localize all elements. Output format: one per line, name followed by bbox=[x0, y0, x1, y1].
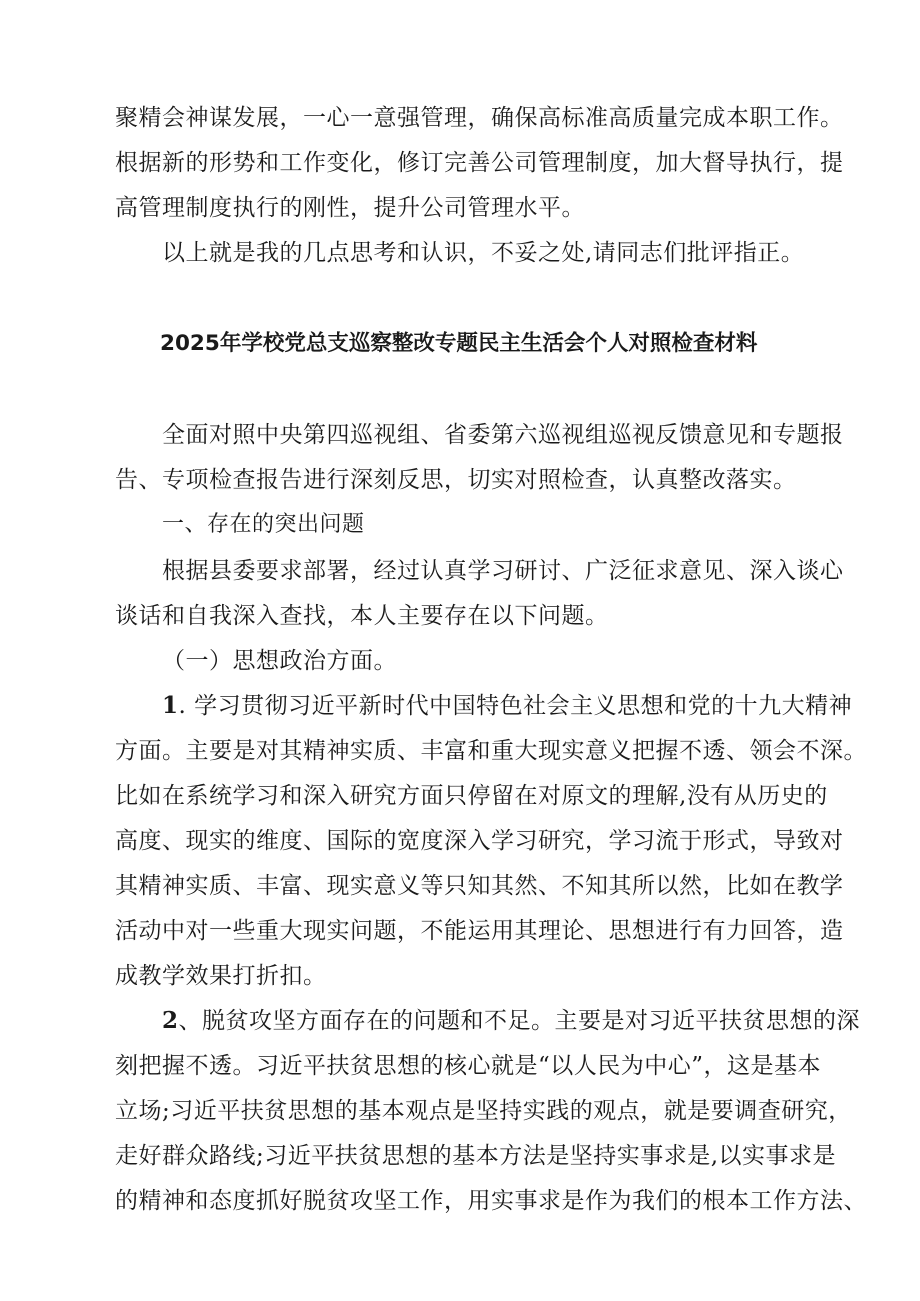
section-paragraph-line: 谈话和自我深入查找，本人主要存在以下问题。 bbox=[115, 603, 609, 629]
item-text-line: 立场;习近平扶贫思想的基本观点是坚持实践的观点，就是要调查研究， bbox=[115, 1098, 852, 1124]
item-text-line: 走好群众路线;习近平扶贫思想的基本方法是坚持实事求是,以实事求是 bbox=[115, 1143, 837, 1169]
item-text-line: 刻把握不透。习近平扶贫思想的核心就是“以人民为中心”，这是基本 bbox=[115, 1053, 822, 1079]
item-text-line: 成教学效果打折扣。 bbox=[115, 963, 327, 989]
section-paragraph-line: 根据县委要求部署，经过认真学习研讨、广泛征求意见、深入谈心 bbox=[162, 558, 844, 584]
item-first-line bbox=[162, 1006, 860, 1036]
item-text-line: 活动中对一些重大现实问题，不能运用其理论、思想进行有力回答，造 bbox=[115, 918, 844, 944]
item-number: 1 bbox=[162, 692, 179, 719]
subsection-heading: （一）思想政治方面。 bbox=[162, 648, 397, 674]
item-text: . 学习贯彻习近平新时代中国特色社会主义思想和党的十九大精神 bbox=[178, 693, 853, 719]
item-text-line: 比如在系统学习和深入研究方面只停留在对原文的理解,没有从历史的 bbox=[115, 783, 828, 809]
item-text: 、脱贫攻坚方面存在的问题和不足。主要是对习近平扶贫思想的深 bbox=[178, 1008, 861, 1034]
body-text-line: 高管理制度执行的刚性，提升公司管理水平。 bbox=[115, 195, 585, 221]
item-text-line: 高度、现实的维度、国际的宽度深入学习研究，学习流于形式，导致对 bbox=[115, 828, 844, 854]
body-text-line: 聚精会神谋发展，一心一意强管理，确保高标准高质量完成本职工作。 bbox=[115, 105, 844, 131]
item-text-line: 方面。主要是对其精神实质、丰富和重大现实意义把握不透、领会不深。 bbox=[115, 738, 867, 764]
item-text-line: 的精神和态度抓好脱贫攻坚工作，用实事求是作为我们的根本工作方法、 bbox=[115, 1188, 867, 1214]
intro-paragraph-line: 告、专项检查报告进行深刻反思，切实对照检查，认真整改落实。 bbox=[115, 467, 797, 493]
intro-paragraph-line: 全面对照中央第四巡视组、省委第六巡视组巡视反馈意见和专题报 bbox=[162, 422, 844, 448]
item-number: 2 bbox=[162, 1007, 179, 1034]
item-first-line bbox=[162, 691, 852, 721]
closing-paragraph: 以上就是我的几点思考和认识，不妥之处,请同志们批评指正。 bbox=[162, 240, 805, 266]
item-text-line: 其精神实质、丰富、现实意义等只知其然、不知其所以然，比如在教学 bbox=[115, 873, 844, 899]
document-title: 2025年学校党总支巡察整改专题民主生活会个人对照检查材料 bbox=[160, 331, 758, 356]
body-text-line: 根据新的形势和工作变化，修订完善公司管理制度，加大督导执行，提 bbox=[115, 150, 844, 176]
section-heading: 一、存在的突出问题 bbox=[162, 512, 365, 537]
